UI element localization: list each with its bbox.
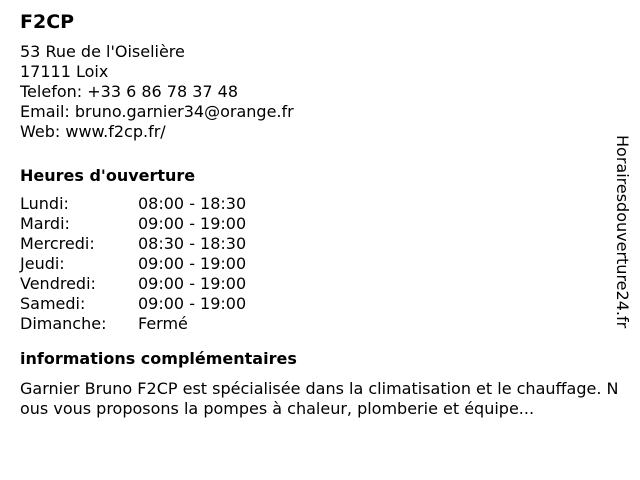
business-card bbox=[20, 10, 619, 419]
day-label: Mercredi: bbox=[20, 234, 95, 253]
day-label: Jeudi: bbox=[20, 254, 65, 273]
watermark-text: Horairesdouverture24.fr bbox=[613, 135, 632, 329]
day-label: Vendredi: bbox=[20, 274, 96, 293]
web-line: Web: www.f2cp.fr/ bbox=[20, 122, 166, 141]
hours-row-tuesday bbox=[20, 214, 610, 234]
day-label: Samedi: bbox=[20, 294, 86, 313]
description-text: Garnier Bruno F2CP est spécialisée dans la climatisation et le chauffage. Nous vous proposons la pompes à chaleur, plomberie et équipe... bbox=[20, 379, 619, 418]
business-name: F2CP bbox=[20, 11, 75, 33]
email-line: Email: bruno.garnier34@orange.fr bbox=[20, 102, 294, 121]
time-value: 08:30 - 18:30 bbox=[138, 234, 247, 253]
hours-heading: Heures d'ouverture bbox=[20, 166, 196, 185]
hours-row-sunday bbox=[20, 314, 610, 334]
day-label: Lundi: bbox=[20, 194, 69, 213]
time-value: 09:00 - 19:00 bbox=[138, 214, 247, 233]
time-value: 09:00 - 19:00 bbox=[138, 254, 247, 273]
time-value: Fermé bbox=[138, 314, 188, 333]
hours-table bbox=[20, 194, 610, 334]
day-label: Mardi: bbox=[20, 214, 70, 233]
hours-row-wednesday bbox=[20, 234, 610, 254]
hours-row-monday bbox=[20, 194, 610, 214]
time-value: 08:00 - 18:30 bbox=[138, 194, 247, 213]
hours-row-thursday bbox=[20, 254, 610, 274]
time-value: 09:00 - 19:00 bbox=[138, 274, 247, 293]
address-city: 17111 Loix bbox=[20, 62, 109, 81]
time-value: 09:00 - 19:00 bbox=[138, 294, 247, 313]
hours-row-friday bbox=[20, 274, 610, 294]
address-street: 53 Rue de l'Oiselière bbox=[20, 42, 185, 61]
hours-row-saturday bbox=[20, 294, 610, 314]
info-heading: informations complémentaires bbox=[20, 349, 297, 368]
day-label: Dimanche: bbox=[20, 314, 107, 333]
phone-line: Telefon: +33 6 86 78 37 48 bbox=[20, 82, 239, 101]
